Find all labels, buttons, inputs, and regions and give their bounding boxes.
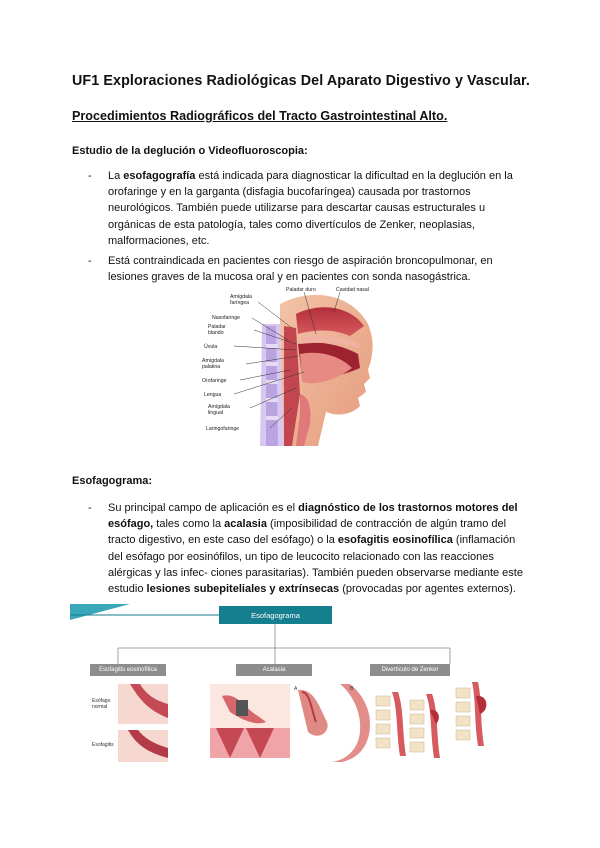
label-orofaringe: Orofaringe: [202, 378, 227, 384]
label-panel-a: A: [294, 686, 298, 692]
esofagograma-figure: [70, 600, 525, 770]
subsection-heading-deglucion: Estudio de la deglución o Videofluoroscopia:: [72, 145, 308, 157]
category-zenker: Divertículo de Zenker: [370, 664, 450, 676]
subsection-heading-esofagograma: Esofagograma:: [72, 475, 153, 487]
label-paladar-duro: Paladar duro: [286, 287, 316, 293]
bullet-dash: -: [88, 255, 92, 267]
bullet-dash: -: [88, 170, 92, 182]
anatomy-figure: [200, 284, 380, 446]
bullet-text: Está contraindicada en pacientes con riesgo de aspiración broncopulmonar, en lesiones graves de la mucosa oral y en pacientes con sonda nasogástrica.: [108, 255, 493, 284]
page-title: UF1 Exploraciones Radiológicas Del Aparato Digestivo y Vascular.: [72, 73, 530, 89]
label-amigdala-lingual: Amígdala lingual: [208, 404, 230, 416]
esofagograma-diagram: [70, 600, 525, 770]
label-panel-b: B: [350, 686, 354, 692]
label-cavidad-nasal: Cavidad nasal: [336, 287, 369, 293]
label-nasofaringe: Nasofaringe: [212, 315, 240, 321]
label-esofagitis: Esofagitis: [92, 742, 114, 748]
bullet-text: Su principal campo de aplicación es el diagnóstico de los trastornos motores del esófago, tales como la acalasia (imposibilidad de contracción de algún tramo del tracto digestivo, en este caso del esófago) o la esofagitis eosinofílica (inflamación del esófago por eosinófilos, un tipo de leucocito relacionado con las reacciones alérgicas y las infec- ciones parasitarias). También pueden observarse mediante este estudio lesiones subepiteliales y extrínsecas (provocadas por agentes externos).: [108, 502, 523, 596]
esofagograma-title: Esofagograma: [219, 606, 332, 624]
label-esofago-normal: Esófago normal: [92, 698, 111, 710]
label-paladar-blando: Paladar blando: [208, 324, 226, 336]
label-amigdala-faringea: Amígdala faríngea: [230, 294, 252, 306]
leader-lines: [200, 284, 380, 446]
category-esofagitis: Esofagitis eosinofílica: [90, 664, 166, 676]
section-heading: Procedimientos Radiográficos del Tracto Gastrointestinal Alto.: [72, 109, 448, 123]
label-uvula: Úvula: [204, 344, 218, 350]
label-laringofaringe: Laringofaringe: [206, 426, 240, 432]
bullet-text: La esofagografía está indicada para diagnosticar la dificultad en la deglución en la orofaringe y en la garganta (disfagia bucofaríngea) causada por trastornos neurológicos. También puede utilizarse para descartar causas estructurales u orgánicas de esta patología, tales como divertículos de Zenker, neoplasias, malformaciones, etc.: [108, 170, 513, 247]
bullet-dash: -: [88, 502, 92, 514]
category-acalasia: Acalasia: [236, 664, 312, 676]
label-lengua: Lengua: [204, 392, 222, 398]
label-amigdala-palatina: Amígdala palatina: [202, 358, 224, 370]
